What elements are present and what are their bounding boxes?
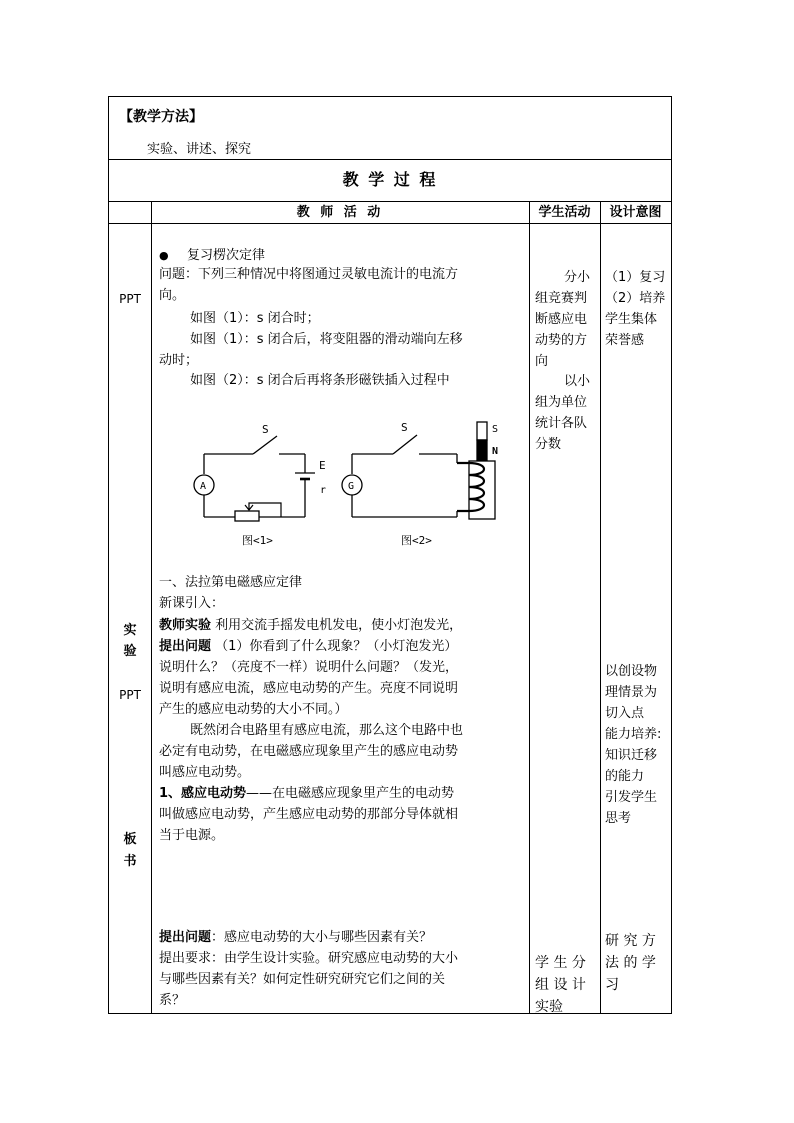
design-2-line-6: 的能力: [605, 769, 645, 784]
lesson-table: [108, 96, 672, 1014]
rule-col2: [529, 201, 530, 1013]
case-2-line-1: 如图（1）：s 闭合后，将变阻器的滑动端向左移: [190, 332, 463, 347]
case-2-line-2: 动时；: [159, 353, 199, 368]
design-2-line-5: 知识迁移: [605, 748, 658, 763]
label-ppt-1: PPT: [119, 292, 141, 306]
experiment-label: 教师实验: [159, 618, 212, 633]
design-1-line-1: （1）复习: [605, 270, 666, 285]
design-1-line-2: （2）培养: [605, 291, 666, 306]
question2-label: 提出问题: [159, 930, 212, 945]
question-line-1: 问题：下列三种情况中将图通过灵敏电流计的电流方: [159, 267, 459, 282]
experiment-text: 利用交流手摇发电机发电，使小灯泡发光，: [211, 618, 463, 633]
paragraph-line-b: 说明有感应电流，感应电动势的产生。亮度不同说明: [159, 681, 459, 696]
student-1-line-4: 动势的方: [535, 333, 588, 348]
fig2-meter-label: G: [348, 481, 355, 492]
student-2-line-4: 分数: [535, 437, 562, 452]
experiment-line: [159, 616, 462, 636]
student-1-line-1: 分小: [564, 270, 591, 285]
design-1-line-4: 荣誉感: [605, 333, 645, 348]
student-activity-header: 学生活动: [538, 205, 591, 220]
fig1-switch-label: S: [262, 423, 269, 436]
student-3-line-3: 实验: [535, 999, 563, 1015]
student-2-line-2: 组为单位: [535, 395, 588, 410]
teacher-activity-header: 教 师 活 动: [296, 205, 384, 220]
definition-line-2: 叫做感应电动势，产生感应电动势的那部分导体就相: [159, 807, 459, 822]
design-2-line-7: 引发学生: [605, 790, 658, 805]
bullet-dot: ●: [159, 249, 169, 262]
paragraph-line-a: 说明什么？（亮度不一样）说明什么问题？（发光，: [159, 660, 459, 675]
definition-text: ——在电磁感应现象里产生的电动势: [246, 786, 455, 801]
question-line-2: 向。: [159, 288, 186, 303]
design-2-line-4: 能力培养:: [605, 727, 662, 742]
fig1-caption: 图<1>: [242, 534, 273, 547]
question2-line: [159, 928, 432, 948]
rule-header-bottom: [109, 223, 671, 224]
student-2-line-1: 以小: [564, 374, 591, 389]
design-1-line-3: 学生集体: [605, 312, 658, 327]
case-3: 如图（2）：s 闭合后再将条形磁铁插入过程中: [190, 373, 450, 388]
fig1-meter-label: A: [200, 481, 207, 492]
fig1-emf-label: E: [319, 459, 326, 472]
circuit-figure-1: [194, 423, 326, 547]
design-2-line-1: 以创设物: [605, 664, 658, 679]
fig2-caption: 图<2>: [401, 534, 432, 547]
question-text: （1）你看到了什么现象？（小灯泡发光）: [211, 639, 458, 654]
label-experiment-1: 实: [123, 623, 137, 638]
question-line: [159, 637, 457, 657]
circuit-diagrams: [189, 419, 519, 549]
design-2-line-8: 思考: [605, 811, 632, 826]
review-title: 复习楞次定律: [187, 248, 266, 263]
definition-line-3: 当于电源。: [159, 828, 225, 843]
requirement-line-2: 与哪些因素有关？如何定性研究研究它们之间的关: [159, 972, 446, 987]
question-label: 提出问题: [159, 639, 212, 654]
design-3-line-2: 法 的 学: [605, 955, 656, 971]
design-3-line-3: 习: [605, 977, 619, 993]
rule-col3: [600, 201, 601, 1013]
fig1-r-label: r: [320, 485, 327, 496]
label-ppt-2: PPT: [119, 688, 141, 702]
rule-title-bottom: [109, 201, 671, 202]
label-board-2: 书: [123, 854, 137, 869]
label-board-1: 板: [123, 832, 137, 847]
requirement-line-1: 提出要求：由学生设计实验。研究感应电动势的大小: [159, 951, 459, 966]
label-experiment-2: 验: [123, 644, 137, 659]
paragraph-line-d: 既然闭合电路里有感应电流，那么这个电路中也: [190, 723, 464, 738]
definition-line: [159, 784, 454, 804]
intro-label: 新课引入：: [159, 596, 225, 611]
requirement-line-3: 系？: [159, 993, 186, 1008]
student-1-line-3: 断感应电: [535, 312, 588, 327]
design-intent-header: 设计意图: [609, 205, 662, 220]
student-3-line-1: 学 生 分: [535, 955, 586, 971]
process-title: 教 学 过 程: [342, 170, 438, 189]
method-content: 实验、讲述、探究: [147, 142, 252, 157]
student-1-line-2: 组竞赛判: [535, 291, 588, 306]
rule-col1: [151, 201, 152, 1013]
question2-text: ：感应电动势的大小与哪些因素有关？: [211, 930, 433, 945]
design-3-line-1: 研 究 方: [605, 933, 656, 949]
definition-label: 1、感应电动势: [159, 786, 247, 801]
student-3-line-2: 组 设 计: [535, 977, 586, 993]
fig2-n-pole: N: [492, 446, 499, 457]
paragraph-line-e: 必定有电动势，在电磁感应现象里产生的感应电动势: [159, 744, 459, 759]
paragraph-line-c: 产生的感应电动势的大小不同。）: [159, 702, 348, 717]
case-1: 如图（1）：s 闭合时；: [190, 311, 320, 326]
circuit-figure-2: [342, 421, 498, 547]
design-2-line-3: 切入点: [605, 706, 645, 721]
paragraph-line-f: 叫感应电动势。: [159, 765, 251, 780]
fig2-s-pole: S: [492, 424, 499, 435]
section-1-heading: 一、法拉第电磁感应定律: [159, 575, 303, 590]
design-2-line-2: 理情景为: [605, 685, 658, 700]
fig2-switch-label: S: [401, 421, 408, 434]
student-2-line-3: 统计各队: [535, 416, 588, 431]
method-heading: 【教学方法】: [119, 109, 203, 125]
student-1-line-5: 向: [535, 354, 549, 369]
